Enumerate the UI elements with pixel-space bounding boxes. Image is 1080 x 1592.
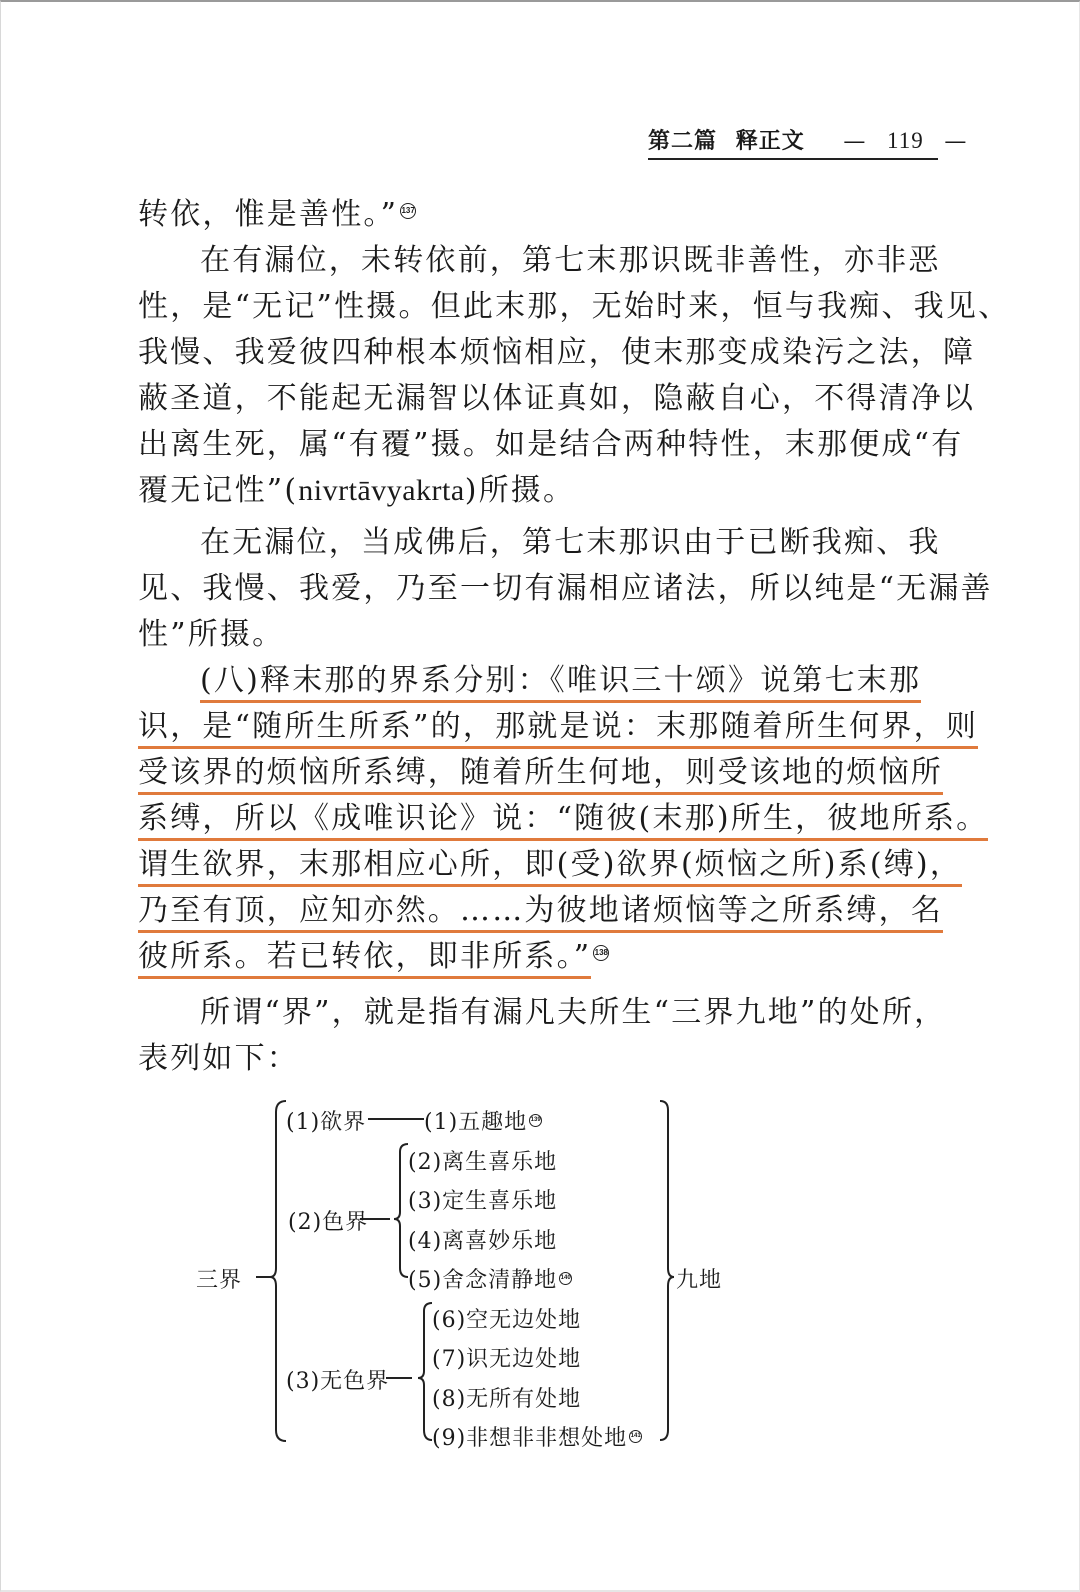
running-head-dash-right: — <box>944 129 968 154</box>
text-line: 覆无记性”(nivrtāvyakrta)所摄。 <box>138 473 576 508</box>
ground-item: (3)定生喜乐地 <box>408 1189 558 1214</box>
paragraph-undefiled-position <box>138 520 993 658</box>
text-line: 在有漏位，未转依前，第七末那识既非善性，亦非恶 <box>200 243 941 278</box>
highlighted-line: (八)释末那的界系分别：《唯识三十颂》说第七末那 <box>138 658 938 704</box>
paragraph-continuation <box>138 192 938 238</box>
running-head-dash-left: — <box>843 129 867 154</box>
text-line: 表列如下： <box>138 1041 299 1076</box>
text-line: 转依，惟是善性。” 137 <box>138 197 415 232</box>
text-line: 蔽圣道，不能起无漏智以体证真如，隐蔽自心，不得清净以 <box>138 381 976 416</box>
running-head-section: 第二篇 <box>648 128 718 154</box>
ground-item: (8)无所有处地 <box>432 1387 582 1412</box>
highlighted-line: 彼所系。若已转依，即非所系。” 138 <box>138 934 938 980</box>
text-line: 性”所摄。 <box>138 617 285 652</box>
ground-item: (1)五趣地 139 <box>424 1110 541 1135</box>
diagram-result-label: 九地 <box>676 1268 723 1293</box>
running-head-title: 释正文 <box>735 128 805 154</box>
text-line: 性，是“无记”性摄。但此末那，无始时来，恒与我痴、我见、 <box>138 289 1011 324</box>
text-line: 我慢、我爱彼四种根本烦恼相应，使末那变成染污之法，障 <box>138 335 976 370</box>
ground-item: (4)离喜妙乐地 <box>408 1229 558 1254</box>
sanskrit-term: nivrtāvyakrta <box>298 474 465 507</box>
footnote-marker[interactable]: 141 <box>629 1430 642 1443</box>
highlighted-line: 系缚，所以《成唯识论》说：“随彼(末那)所生，彼地所系。 <box>138 796 938 842</box>
ground-item: (7)识无边处地 <box>432 1347 582 1372</box>
footnote-marker[interactable]: 138 <box>593 945 609 961</box>
highlighted-line: 识，是“随所生所系”的，那就是说：末那随着所生何界，则 <box>138 704 938 750</box>
realm-formless: (3)无色界 <box>286 1369 390 1394</box>
realm-desire: (1)欲界 <box>286 1110 367 1135</box>
diagram-root-label: 三界 <box>196 1268 243 1293</box>
footnote-marker[interactable]: 140 <box>559 1272 572 1285</box>
text-line: 所谓“界”，就是指有漏凡夫所生“三界九地”的处所， <box>200 995 947 1030</box>
ground-item: (6)空无边处地 <box>432 1308 582 1333</box>
ground-item: (2)离生喜乐地 <box>408 1150 558 1175</box>
paragraph-three-realms-intro <box>138 990 947 1082</box>
footnote-marker[interactable]: 139 <box>529 1114 542 1127</box>
highlighted-line: 谓生欲界，末那相应心所，即(受)欲界(烦恼之所)系(缚)， <box>138 842 938 888</box>
page-number: 119 <box>887 128 924 153</box>
running-head <box>648 124 968 160</box>
footnote-marker[interactable]: 137 <box>400 203 416 219</box>
ground-item: (9)非想非非想处地 141 <box>432 1426 641 1451</box>
ground-item: (5)舍念清静地 140 <box>408 1268 571 1293</box>
text-line: 在无漏位，当成佛后，第七末那识由于已断我痴、我 <box>200 525 941 560</box>
paragraph-defiled-position <box>138 238 1011 514</box>
text-line: 见、我慢、我爱，乃至一切有漏相应诸法，所以纯是“无漏善 <box>138 571 993 606</box>
text-line: 出离生死，属“有覆”摄。如是结合两种特性，末那便成“有 <box>138 427 964 462</box>
paragraph-realm-bondage-highlighted <box>138 658 989 980</box>
highlighted-line: 受该界的烦恼所系缚，随着所生何地，则受该地的烦恼所 <box>138 750 938 796</box>
realm-form: (2)色界 <box>288 1210 369 1235</box>
highlighted-line: 乃至有顶，应知亦然。……为彼地诸烦恼等之所系缚，名 <box>138 888 938 934</box>
